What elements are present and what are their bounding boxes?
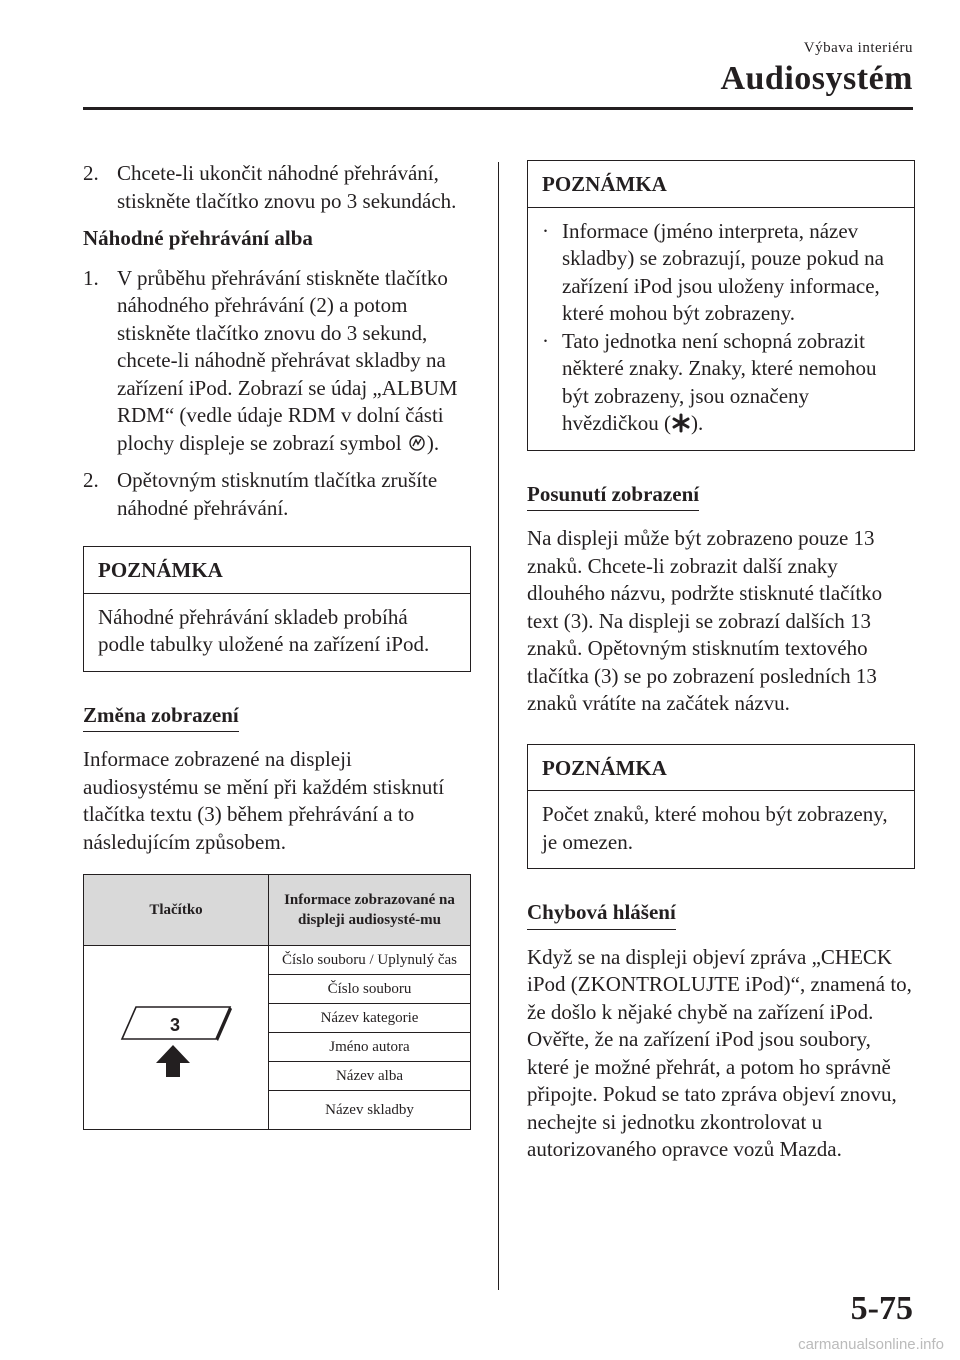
asterisk-icon xyxy=(671,413,691,433)
list-item xyxy=(83,265,471,458)
item-text: Chcete-li ukončit náhodné přehrávání, stiskněte tlačítko znovu po 3 sekundách. xyxy=(117,161,457,213)
text-button-illustration xyxy=(116,985,236,1085)
section-text: Na displeji může být zobrazeno pouze 13 znaků. Chcete-li zobrazit další znaky dlouhého názvu, podržte stisknuté tlačítko text (3). Na displeji se zobrazí dalších 13 znaků. Opětovným stisknutím textového tlačítka (3) se po zobrazení posledních 13 znaků vrátíte na začátek názvu. xyxy=(527,526,883,715)
table-cell: Název kategorie xyxy=(269,1004,471,1033)
note-box xyxy=(527,744,915,870)
section-text: Když se na displeji objeví zpráva „CHECK iPod (ZKONTROLUJTE iPod)“, znamená to, že došlo k nějaké chybě na zařízení iPod. Ověřte, že na zařízení iPod jsou soubory, které je možné přehrát, a potom ho správně připojte. Pokud se tato zpráva objeví znovu, nechejte si jednotku zkontrolovat u autorizovaného opravce vozů Mazda. xyxy=(527,944,912,1161)
right-column xyxy=(527,160,915,1190)
section-text: Informace zobrazené na displeji audiosystému se mění při každém stisknutí tlačítka textu (3) během přehrávání a to následujícím způsobem. xyxy=(83,747,445,854)
table-header-info: Informace zobrazované na displeji audiosysté-mu xyxy=(269,875,471,946)
item-number: 1. xyxy=(83,265,99,290)
up-arrow-icon xyxy=(156,1045,190,1077)
section-heading: Chybová hlášení xyxy=(527,899,676,930)
table-cell: Číslo souboru xyxy=(269,975,471,1004)
display-table xyxy=(83,874,471,1130)
note-bullet: · Tato jednotka není schopná zobrazit některé znaky. Znaky, které nemohou být zobrazeny, jsou označeny hvězdičkou ( ). xyxy=(542,328,900,438)
bullet-text: Informace (jméno interpreta, název skladby) se zobrazují, pouze pokud na zařízení iPod jsou uloženy informace, které mohou být zobrazeny. xyxy=(562,218,884,325)
bullet-text: Tato jednotka není schopná zobrazit některé znaky. Znaky, které nemohou být zobrazeny, jsou označeny hvězdičkou ( ). xyxy=(562,328,877,435)
note-heading: POZNÁMKA xyxy=(528,745,914,792)
header-rule xyxy=(83,107,913,110)
list-item xyxy=(83,160,471,215)
page-number: 5-75 xyxy=(850,1290,913,1327)
subheading: Náhodné přehrávání alba xyxy=(83,226,313,250)
note-heading: POZNÁMKA xyxy=(84,547,470,594)
watermark: carmanualsonline.info xyxy=(798,1336,944,1353)
section-heading: Změna zobrazení xyxy=(83,702,239,733)
section-heading: Posunutí zobrazení xyxy=(527,481,699,512)
note-heading: POZNÁMKA xyxy=(528,161,914,208)
table-header-button: Tlačítko xyxy=(84,875,269,946)
item-number: 2. xyxy=(83,468,99,492)
note-bullet: · Informace (jméno interpreta, název skladby) se zobrazují, pouze pokud na zařízení iPod jsou uloženy informace, které mohou být zobrazeny. xyxy=(542,218,900,328)
note-box xyxy=(83,546,471,672)
table-header-row xyxy=(84,875,471,946)
table-cell: Název alba xyxy=(269,1062,471,1091)
button-illustration-cell xyxy=(84,946,269,1130)
note-text: Počet znaků, které mohou být zobrazeny, je omezen. xyxy=(542,802,888,854)
random-playback-icon xyxy=(407,433,427,453)
table-cell: Název skladby xyxy=(269,1091,471,1130)
item-text: V průběhu přehrávání stiskněte tlačítko náhodného přehrávání (2) a potom stiskněte tlačítko znovu do 3 sekund, chcete-li náhodně přehrávat skladby na zařízení iPod. Zobrazí se údaj „ALBUM RDM“ (vedle údaje RDM v dolní části plochy displeje se zobrazí symbol ). xyxy=(117,265,458,455)
button-number: 3 xyxy=(170,1014,181,1035)
left-column xyxy=(83,160,471,1130)
table-row xyxy=(84,946,471,975)
table-cell: Číslo souboru / Uplynulý čas xyxy=(269,946,471,975)
column-divider xyxy=(498,162,499,1290)
note-text: Náhodné přehrávání skladeb probíhá podle tabulky uložené na zařízení iPod. xyxy=(98,604,430,656)
list-item xyxy=(83,467,471,522)
table-cell: Jméno autora xyxy=(269,1033,471,1062)
page-title: Audiosystém xyxy=(720,60,913,97)
header-section: Výbava interiéru xyxy=(803,40,913,56)
note-body xyxy=(528,208,914,450)
item-text: Opětovným stisknutím tlačítka zrušíte náhodné přehrávání. xyxy=(117,468,438,520)
item-number: 2. xyxy=(83,161,99,185)
note-box xyxy=(527,160,915,451)
